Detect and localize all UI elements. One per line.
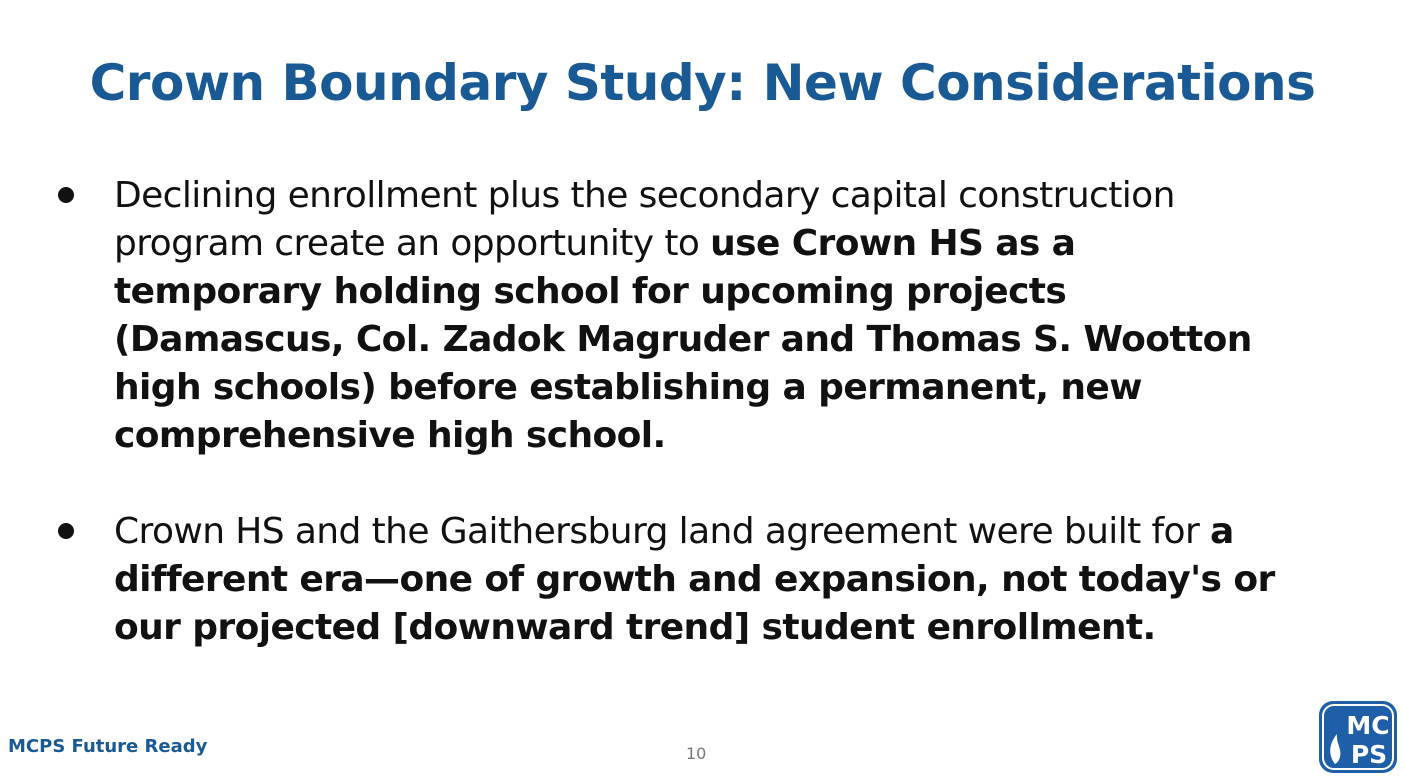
- footer-brand: MCPS Future Ready: [8, 736, 208, 757]
- page-number: 10: [686, 744, 707, 763]
- mcps-logo-icon: [1318, 700, 1398, 774]
- bullet-dot-icon: [58, 187, 74, 203]
- bullet-dot-icon: [58, 523, 74, 539]
- bullet-text-bold: use Crown HS as a temporary holding school for upcoming projects (Damascus, Col. Zadok Magruder and Thomas S. Wootton high schools) before establishing a permanent, new comprehensive high school.: [114, 223, 1252, 456]
- bullet-text-plain: Declining enrollment plus the secondary capital construction program create an opportunity to: [114, 175, 1175, 264]
- bullet-list: [58, 172, 1278, 652]
- logo-text-bottom: PS: [1350, 740, 1388, 769]
- bullet-item-different-era: [58, 508, 1278, 652]
- bullet-text-plain: Crown HS and the Gaithersburg land agreement were built for: [114, 511, 1211, 552]
- bullet-item-holding-school: [58, 172, 1278, 460]
- logo-text-top: MC: [1346, 711, 1390, 740]
- bullet-text-bold: a different era—one of growth and expansion, not today's or our projected [downward trend] student enrollment.: [114, 511, 1275, 648]
- slide-title: Crown Boundary Study: New Considerations: [89, 54, 1316, 112]
